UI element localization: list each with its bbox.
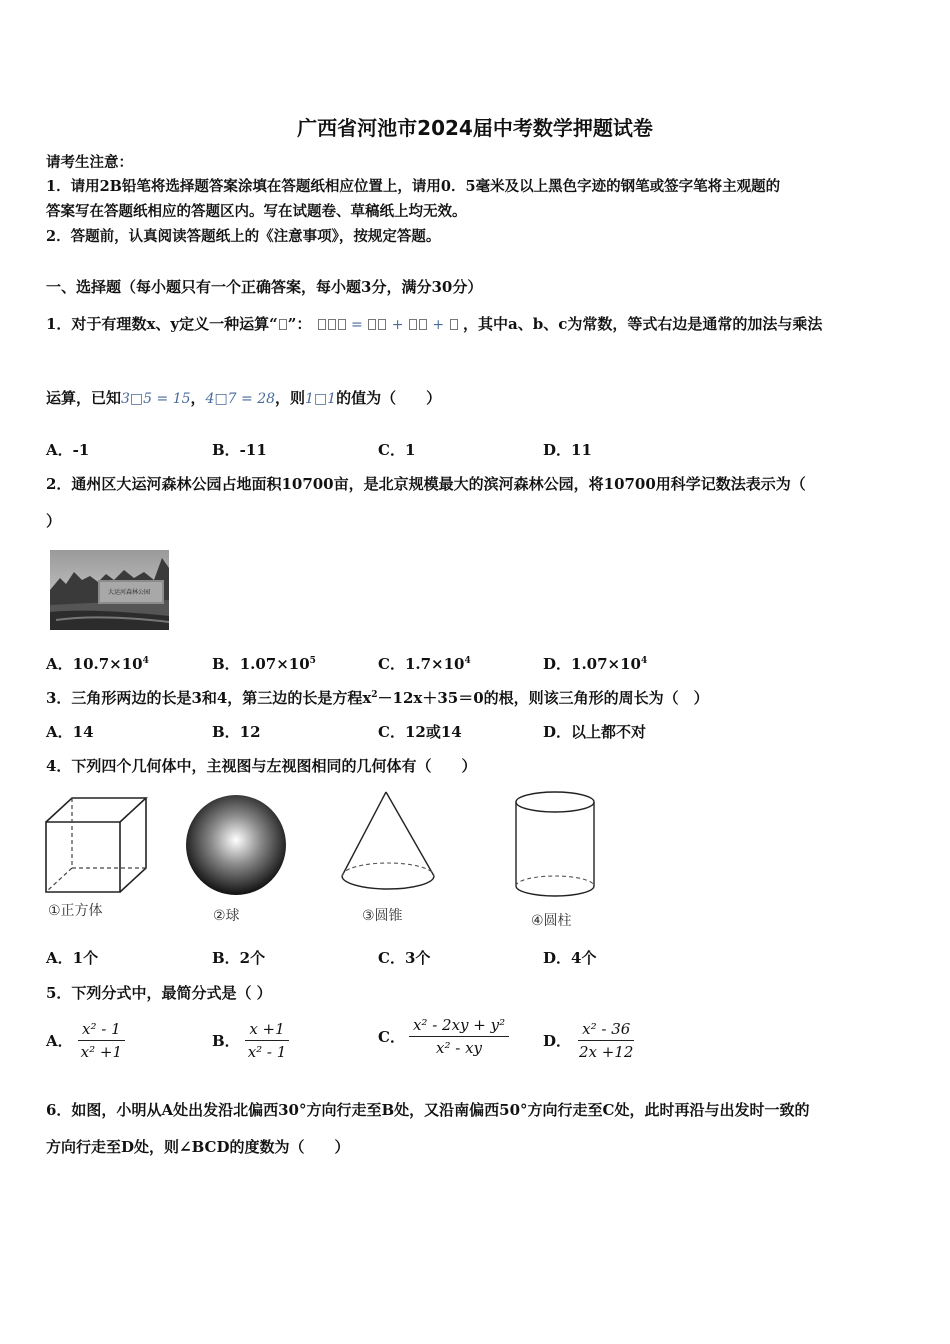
- question-1-line-2: [46, 387, 441, 408]
- formula-equals: =: [346, 317, 368, 333]
- park-photo: [50, 550, 169, 630]
- q2-c-base: 1.7×10: [404, 655, 465, 673]
- q2-option-a[interactable]: [46, 653, 149, 674]
- q2-option-b[interactable]: [212, 653, 316, 674]
- q5-c-fraction: [409, 1016, 509, 1057]
- q3-option-d[interactable]: D．以上都不对: [543, 723, 647, 741]
- q1-text-a: 1．对于有理数x、y定义一种运算“: [46, 315, 278, 333]
- q2-option-d[interactable]: [543, 653, 647, 674]
- q1-text-f: 的值为（ ）: [336, 389, 442, 407]
- shape-label-cylinder: ④圆柱: [531, 913, 572, 929]
- operator-box-icon: [279, 319, 287, 330]
- question-4: 4．下列四个几何体中，主视图与左视图相同的几何体有（ ）: [46, 757, 477, 775]
- formula-box-icon: [318, 319, 326, 330]
- q1-option-b[interactable]: B．-11: [212, 441, 267, 459]
- notice-line-1a: 1．请用2B铅笔将选择题答案涂填在答题纸相应位置上，请用0．5毫米及以上黑色字迹的钢笔或签字笔将主观题的: [46, 178, 781, 195]
- question-2-line-1: 2．通州区大运河森林公园占地面积10700亩，是北京规模最大的滨河森林公园，将10700用科学记数法表示为（: [46, 475, 806, 493]
- q2-a-label: A．: [46, 655, 73, 673]
- question-6-line-1: 6．如图，小明从A处出发沿北偏西30°方向行走至B处，又沿南偏西50°方向行走至C处，此时再沿与出发时一致的: [46, 1101, 810, 1119]
- q1-option-c[interactable]: C．1: [378, 441, 416, 459]
- cone-figure: [338, 790, 438, 904]
- q1-text-b: ”：: [287, 315, 312, 333]
- q5-a-fraction: [77, 1020, 126, 1061]
- q3-text-b: －12x＋35＝0的根，则该三角形的周长为（ ）: [377, 689, 709, 707]
- q5-c-label: C．: [378, 1028, 405, 1046]
- q2-a-base: 10.7×10: [72, 655, 143, 673]
- q5-b-label: B．: [212, 1032, 240, 1050]
- q2-d-label: D．: [543, 655, 572, 673]
- shape-label-cube: ①正方体: [48, 903, 103, 919]
- formula-plus-1: +: [387, 317, 408, 333]
- q2-b-exp: 5: [309, 656, 316, 666]
- question-6-line-2: 方向行走至D处，则∠BCD的度数为（ ）: [46, 1138, 350, 1156]
- q1-given-1: 3□5 = 15: [121, 391, 191, 407]
- q2-c-label: C．: [378, 655, 405, 673]
- formula-box-icon: [450, 319, 458, 330]
- notice-line-2: 2．答题前，认真阅读答题纸上的《注意事项》，按规定答题。: [46, 228, 441, 245]
- q3-exp: 2: [371, 690, 378, 700]
- q5-option-d[interactable]: [543, 1020, 637, 1061]
- q5-c-numerator: x² - 2xy + y²: [409, 1016, 509, 1037]
- formula-box-icon: [378, 319, 386, 330]
- q5-a-denominator: x² +1: [80, 1043, 122, 1061]
- cylinder-figure: [512, 790, 598, 906]
- shape-label-sphere: ②球: [213, 908, 240, 924]
- notice-line-1b: 答案写在答题纸相应的答题区内。写在试题卷、草稿纸上均无效。: [46, 203, 467, 220]
- q2-a-exp: 4: [142, 656, 149, 666]
- q1-option-d[interactable]: D．11: [543, 441, 592, 459]
- formula-plus-2: +: [427, 317, 449, 333]
- q5-d-fraction: [575, 1020, 637, 1061]
- q5-b-numerator: x +1: [245, 1020, 288, 1041]
- notice-heading: 请考生注意：: [46, 154, 133, 171]
- q1-option-a[interactable]: A．-1: [46, 441, 90, 459]
- formula-box-icon: [409, 319, 417, 330]
- q1-given-2: 4□7 = 28: [205, 391, 276, 407]
- park-sign-text: 大运河森林公园: [108, 589, 151, 596]
- q1-text-c: ，其中a、b、c为常数，等式右边是通常的加法与乘法: [462, 315, 823, 333]
- q5-b-fraction: [244, 1020, 291, 1061]
- q2-b-label: B．: [212, 655, 240, 673]
- formula-box-icon: [419, 319, 427, 330]
- q5-b-denominator: x² - 1: [247, 1043, 287, 1061]
- q5-option-a[interactable]: [46, 1020, 126, 1061]
- sphere-figure: [184, 793, 288, 901]
- q4-option-c[interactable]: C．3个: [378, 949, 431, 967]
- section-heading: 一、选择题（每小题只有一个正确答案，每小题3分，满分30分）: [46, 278, 483, 296]
- shape-label-cone: ③圆锥: [362, 908, 403, 924]
- q4-option-a[interactable]: A．1个: [46, 949, 99, 967]
- q5-a-label: A．: [46, 1032, 73, 1050]
- q5-option-b[interactable]: [212, 1020, 290, 1061]
- cube-figure: [42, 796, 150, 900]
- q2-option-c[interactable]: [378, 653, 471, 674]
- q5-option-c[interactable]: [378, 1016, 509, 1057]
- q4-option-d[interactable]: D．4个: [543, 949, 597, 967]
- q3-text-a: 3．三角形两边的长是3和4，第三边的长是方程x: [46, 689, 372, 707]
- q5-c-denominator: x² - xy: [436, 1039, 483, 1057]
- formula-box-icon: [328, 319, 336, 330]
- q1-definition-formula: [317, 317, 463, 333]
- formula-box-icon: [368, 319, 376, 330]
- q3-option-a[interactable]: A．14: [46, 723, 94, 741]
- q3-option-c[interactable]: C．12或14: [378, 723, 462, 741]
- q4-option-b[interactable]: B．2个: [212, 949, 266, 967]
- q2-d-exp: 4: [641, 656, 648, 666]
- formula-box-icon: [338, 319, 346, 330]
- q3-option-b[interactable]: B．12: [212, 723, 261, 741]
- q5-d-numerator: x² - 36: [578, 1020, 634, 1041]
- q5-d-label: D．: [543, 1032, 572, 1050]
- page-title: 广西省河池市2024届中考数学押题试卷: [297, 116, 653, 140]
- question-3: [46, 687, 709, 708]
- question-1-line-1: [46, 313, 822, 334]
- q1-text-d: 运算，已知: [46, 389, 122, 407]
- q1-text-e: ，则: [275, 389, 306, 407]
- question-5: 5．下列分式中，最简分式是（ ）: [46, 984, 272, 1002]
- q2-c-exp: 4: [464, 656, 471, 666]
- q5-d-denominator: 2x +12: [579, 1043, 634, 1061]
- q2-d-base: 1.07×10: [571, 655, 641, 673]
- q5-a-numerator: x² - 1: [78, 1020, 125, 1041]
- question-2-line-2: ）: [46, 512, 62, 530]
- q2-b-base: 1.07×10: [239, 655, 310, 673]
- q1-sep: ，: [190, 389, 206, 407]
- q1-ask: 1□1: [305, 391, 337, 407]
